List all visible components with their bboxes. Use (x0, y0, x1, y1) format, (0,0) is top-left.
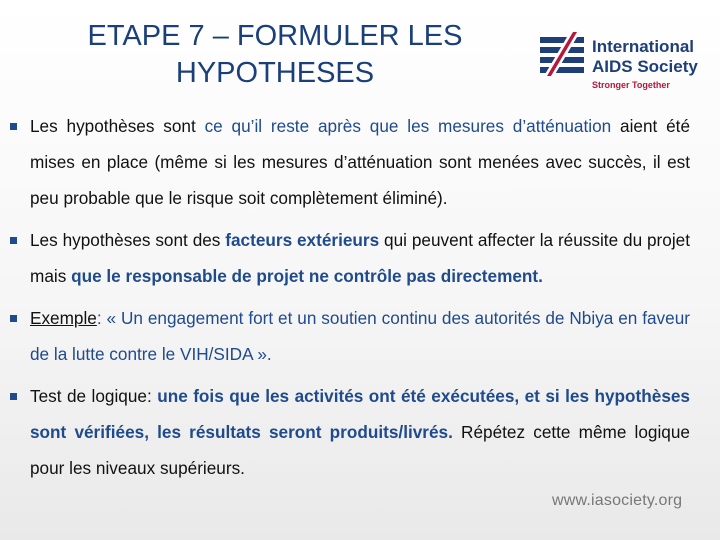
bullet-item-1 (10, 108, 690, 216)
logo-line-1: International (592, 37, 695, 56)
bullet-item-3 (10, 300, 690, 372)
square-bullet-icon (10, 315, 17, 322)
bullet-text-1 (30, 108, 690, 216)
bullet-2-text-cont: qui peuvent affecter la réussite du projet mais (30, 230, 690, 286)
bullet-4-highlight: une fois que les activités ont été exécutées, et si les hypothèses sont vérifiées, les résultats seront produits/livrés. (30, 386, 690, 442)
square-bullet-icon (10, 393, 17, 400)
example-label: Exemple (30, 308, 97, 328)
slide-title-line2: HYPOTHESES (175, 57, 375, 89)
ias-logo-text (592, 37, 698, 92)
logo-line-2: AIDS Society (592, 57, 698, 76)
bullet-item-2 (10, 222, 690, 294)
logo-tagline: Stronger Together (592, 80, 670, 90)
bullet-3-text: : « Un engagement fort et un soutien continu des autorités de Nbiya en faveur de la lutte contre le VIH/SIDA ». (30, 308, 690, 364)
bullet-text-3 (30, 300, 690, 372)
bullet-2-highlight: facteurs extérieurs (225, 230, 380, 250)
bullet-1-text-cont: aient été mises en place (même si les mesures d’atténuation sont menées avec succès, il est peu probable que le risque soit complètement éliminé). (30, 116, 691, 208)
bullet-text-2 (30, 222, 690, 294)
bullet-2-highlight-2: que le responsable de projet ne contrôle pas directement. (71, 266, 543, 286)
bullet-item-4 (10, 378, 690, 486)
ias-logo (540, 30, 700, 92)
bullet-1-highlight: ce qu’il reste après que les mesures d’atténuation (204, 116, 612, 136)
bullet-1-text: Les hypothèses sont (30, 116, 205, 136)
bullet-4-text: Test de logique: (30, 386, 158, 406)
bullet-list (10, 108, 690, 492)
ias-emblem-icon (540, 32, 584, 76)
square-bullet-icon (10, 237, 17, 244)
bullet-4-text-cont: Répétez cette même logique pour les niveaux supérieurs. (30, 422, 690, 478)
slide-title (30, 18, 520, 92)
bullet-2-text: Les hypothèses sont des (30, 230, 226, 250)
square-bullet-icon (10, 123, 17, 130)
footer-url[interactable]: www.iasociety.org (552, 492, 683, 509)
bullet-text-4 (30, 378, 690, 486)
slide-title-line1: ETAPE 7 – FORMULER LES (87, 20, 463, 52)
